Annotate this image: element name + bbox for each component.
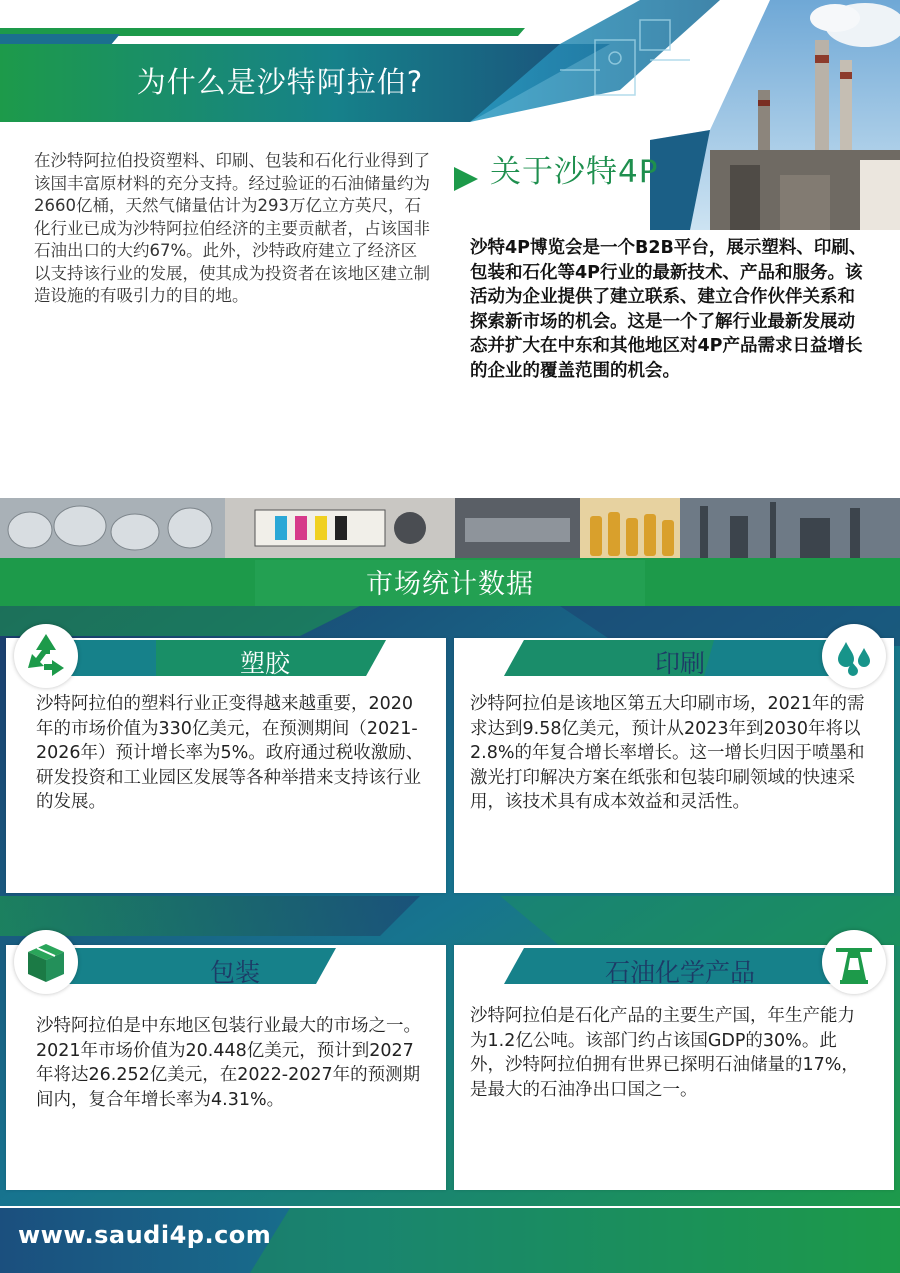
printing-body: 沙特阿拉伯是该地区第五大印刷市场，2021年的需求达到9.58亿美元，预计从2023年到2030年将以2.8%的年复合增长率增长。这一增长归因于喷墨和激光打印解决方案在纸张和包装印刷领域的快速采用，该技术具有成本效益和灵活性。 <box>470 694 865 812</box>
factory-photo <box>650 0 900 230</box>
website-link[interactable]: www.saudi4p.com <box>18 1221 272 1249</box>
about-body: 沙特4P博览会是一个B2B平台，展示塑料、印刷、包装和石化等4P行业的最新技术、产品和服务。该活动为企业提供了建立联系、建立合作伙伴关系和探索新市场的机会。这是一个了解行业最新发展动态并扩大在中东和其他地区对4P产品需求日益增长的企业的覆盖范围的机会。 <box>470 238 867 381</box>
stats-title: 市场统计数据 <box>366 569 534 600</box>
page-title: 为什么是沙特阿拉伯? <box>136 65 424 99</box>
packaging-body: 沙特阿拉伯是中东地区包装行业最大的市场之一。2021年市场价值为20.448亿美元，预计到2027年将达26.252亿美元，在2022-2027年的预测期间内，复合年增长率为4.31%。 <box>36 1016 421 1110</box>
industry-photo-strip <box>0 498 900 560</box>
oil-derrick-icon <box>822 930 886 994</box>
about-heading: 关于沙特4P <box>490 154 659 190</box>
printing-title: 印刷 <box>654 649 705 678</box>
ink-drops-icon <box>822 624 886 688</box>
packaging-title: 包装 <box>209 958 260 987</box>
why-saudi-body: 在沙特阿拉伯投资塑料、印刷、包装和石化行业得到了该国丰富原材料的充分支持。经过验证的石油储量约为2660亿桶，天然气储量估计为293万亿立方英尺，石化行业已成为沙特阿拉伯经济的主要贡献者，占该国非石油出口的大约67%。此外，沙特政府建立了经济区以支持该行业的发展，使其成为投资者在该地区建立制造设施的有吸引力的目的地。 <box>34 151 430 305</box>
petrochemical-title: 石油化学产品 <box>604 958 755 987</box>
petrochemical-body: 沙特阿拉伯是石化产品的主要生产国，年生产能力为1.2亿公吨。该部门约占该国GDP的30%。此外，沙特阿拉伯拥有世界已探明石油储量的17%，是最大的石油净出口国之一。 <box>470 1006 859 1100</box>
plastic-body: 沙特阿拉伯的塑料行业正变得越来越重要，2020年的市场价值为330亿美元，在预测期间（2021-2026年）预计增长率为5%。政府通过税收激励、研发投资和工业园区发展等各种举措来支持该行业的发展。 <box>36 694 424 812</box>
plastic-title: 塑胶 <box>239 649 290 678</box>
play-arrow-icon <box>452 165 480 193</box>
recycle-icon <box>14 624 78 688</box>
box-icon <box>14 930 78 994</box>
